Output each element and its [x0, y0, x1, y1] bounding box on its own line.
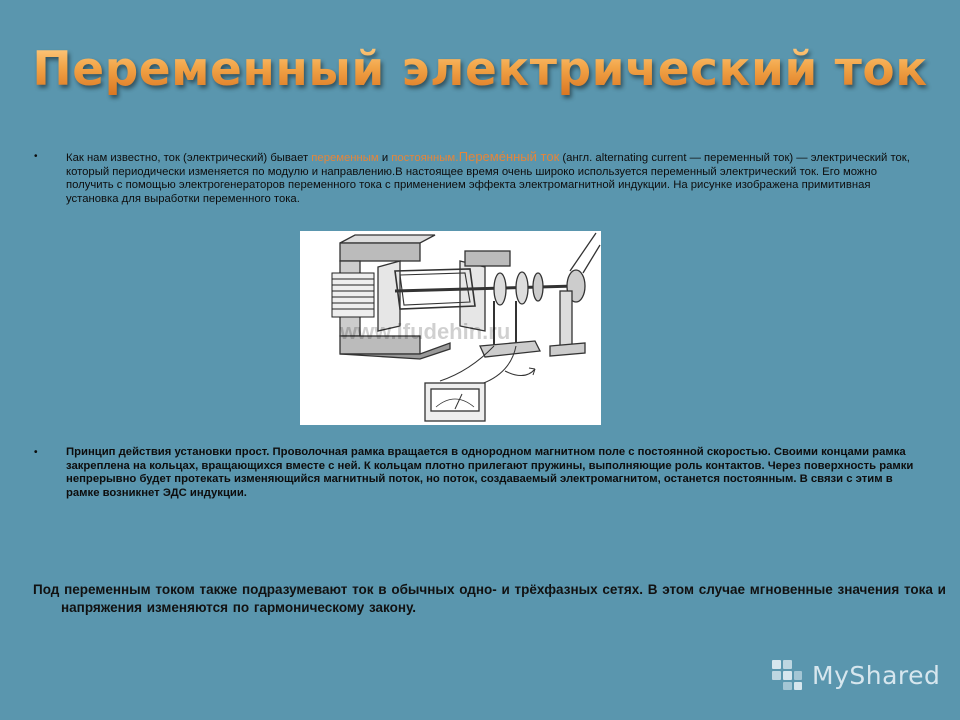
intro-conj: и: [378, 152, 392, 164]
intro-text-2: (англ. alternating current — переменный ток) — электрический ток, который периодически изменяется по модулю и направлению.В настоящее время очень широко используется переменный электрический ток. Его можно получить с помощью электрогенераторов переменного тока с применением эффекта электромагнитной индукции. На рисунке изображена примитивная установка для выработки переменного тока.: [66, 152, 910, 205]
paragraph-networks: Под переменным током также подразумевают ток в обычных одно- и трёхфазных сетях. В этом случае мгновенные значения тока и напряжения изменяются по гармоническому закону.: [33, 582, 946, 615]
intro-text-1: Как нам известно, ток (электрический) бывает: [66, 152, 312, 164]
myshared-logo: [770, 655, 940, 695]
bullet-icon: •: [34, 447, 38, 458]
logo-text: MyShared: [812, 660, 941, 690]
paragraph-intro: [34, 149, 911, 206]
generator-illustration: [300, 231, 601, 425]
slide-title: Переменный электрический ток: [0, 42, 960, 97]
term-alternating-current: .Переме́нный ток: [455, 149, 560, 164]
link-variable[interactable]: переменным: [311, 152, 379, 164]
logo-icon: [770, 658, 804, 692]
link-constant[interactable]: постоянным: [391, 152, 456, 164]
watermark-text: www.ifudehin.ru: [340, 319, 511, 344]
paragraph-principle: [34, 446, 916, 500]
principle-text: Принцип действия установки прост. Проволочная рамка вращается в однородном магнитном поле с постоянной скоростью. Своими концами рамка закреплена на кольцах, вращающихся вместе с ней. К кольцам плотно прилегают пружины, выполняющие роль контактов. Через поверхность рамки непрерывно будет протекать изменяющийся магнитный поток, но поток, создаваемый электромагнитом, останется постоянным. В связи с этим в рамке возникнет ЭДС индукции.: [66, 446, 914, 499]
generator-drawing: [300, 231, 601, 425]
bullet-icon: •: [34, 151, 38, 162]
